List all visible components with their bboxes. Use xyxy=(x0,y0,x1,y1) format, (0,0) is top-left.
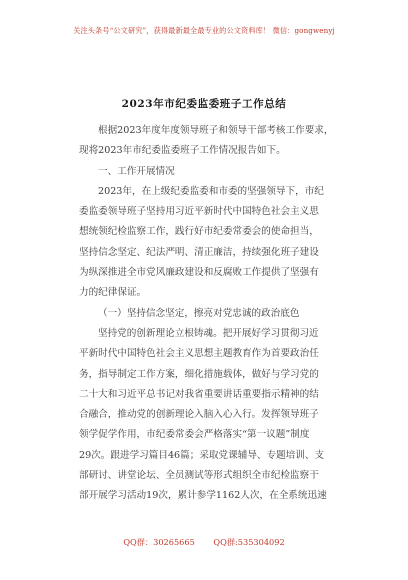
paragraph-line: 坚持信念坚定、纪法严明、清正廉洁，持续强化班子建设 xyxy=(79,246,319,258)
footer-notice xyxy=(0,537,408,548)
paragraph-line: 2023年，在上级纪委监委和市委的坚强领导下，市纪 xyxy=(98,185,324,197)
qq-group-2: QQ群:535304092 xyxy=(213,537,285,547)
paragraph-line: 合融合，推动党的创新理论入脑入心入行。发挥领导班子 xyxy=(79,409,319,421)
subsection-heading: （一）坚持信念坚定，擦亮对党忠诚的政治底色 xyxy=(98,307,300,319)
document-body xyxy=(79,121,334,507)
paragraph-line: 为纵深推进全市党风廉政建设和反腐败工作提供了坚强有 xyxy=(79,267,319,279)
header-notice: 关注头条号“公文研究”，获得最新最全最专业的公文资料库！ 微信：gongwenyj xyxy=(73,26,335,35)
qq-group-1: QQ群：30265665 xyxy=(123,537,195,547)
paragraph-line: 力的纪律保证。 xyxy=(79,287,147,299)
paragraph-line: 现将2023年市纪委监委班子工作情况报告如下。 xyxy=(79,145,286,157)
paragraph-line: 部开展学习活动19次，累计参学1162人次，在全系统迅速 xyxy=(79,490,327,502)
paragraph-line: 29次。跟进学习篇目46篇；采取党课辅导、专题培训、支 xyxy=(79,449,325,461)
paragraph-line: 委监委领导班子坚持用习近平新时代中国特色社会主义思 xyxy=(79,206,319,218)
paragraph-line: 务，指导制定工作方案，细化措施载体，做好与学习党的 xyxy=(79,368,319,380)
paragraph-line: 平新时代中国特色社会主义思想主题教育作为首要政治任 xyxy=(79,348,319,360)
paragraph-line: 领学促学作用，市纪委常委会严格落实“第一议题”制度 xyxy=(79,429,310,441)
paragraph-line: 根据2023年度年度领导班子和领导干部考核工作要求， xyxy=(98,125,334,136)
paragraph-line: 二十大和习近平总书记对我省重要讲话重要指示精神的结 xyxy=(79,388,319,400)
paragraph-line: 坚持党的创新理论立根铸魂。把开展好学习贯彻习近 xyxy=(98,327,319,339)
paragraph-line: 部研讨、讲堂论坛、全员测试等形式组织全市纪检监察干 xyxy=(79,470,319,482)
paragraph-line: 想统领纪检监察工作，践行好市纪委常委会的使命担当， xyxy=(79,226,319,238)
document-title: 2023年市纪委监委班子工作总结 xyxy=(121,98,287,110)
section-heading: 一、工作开展情况 xyxy=(98,165,175,177)
